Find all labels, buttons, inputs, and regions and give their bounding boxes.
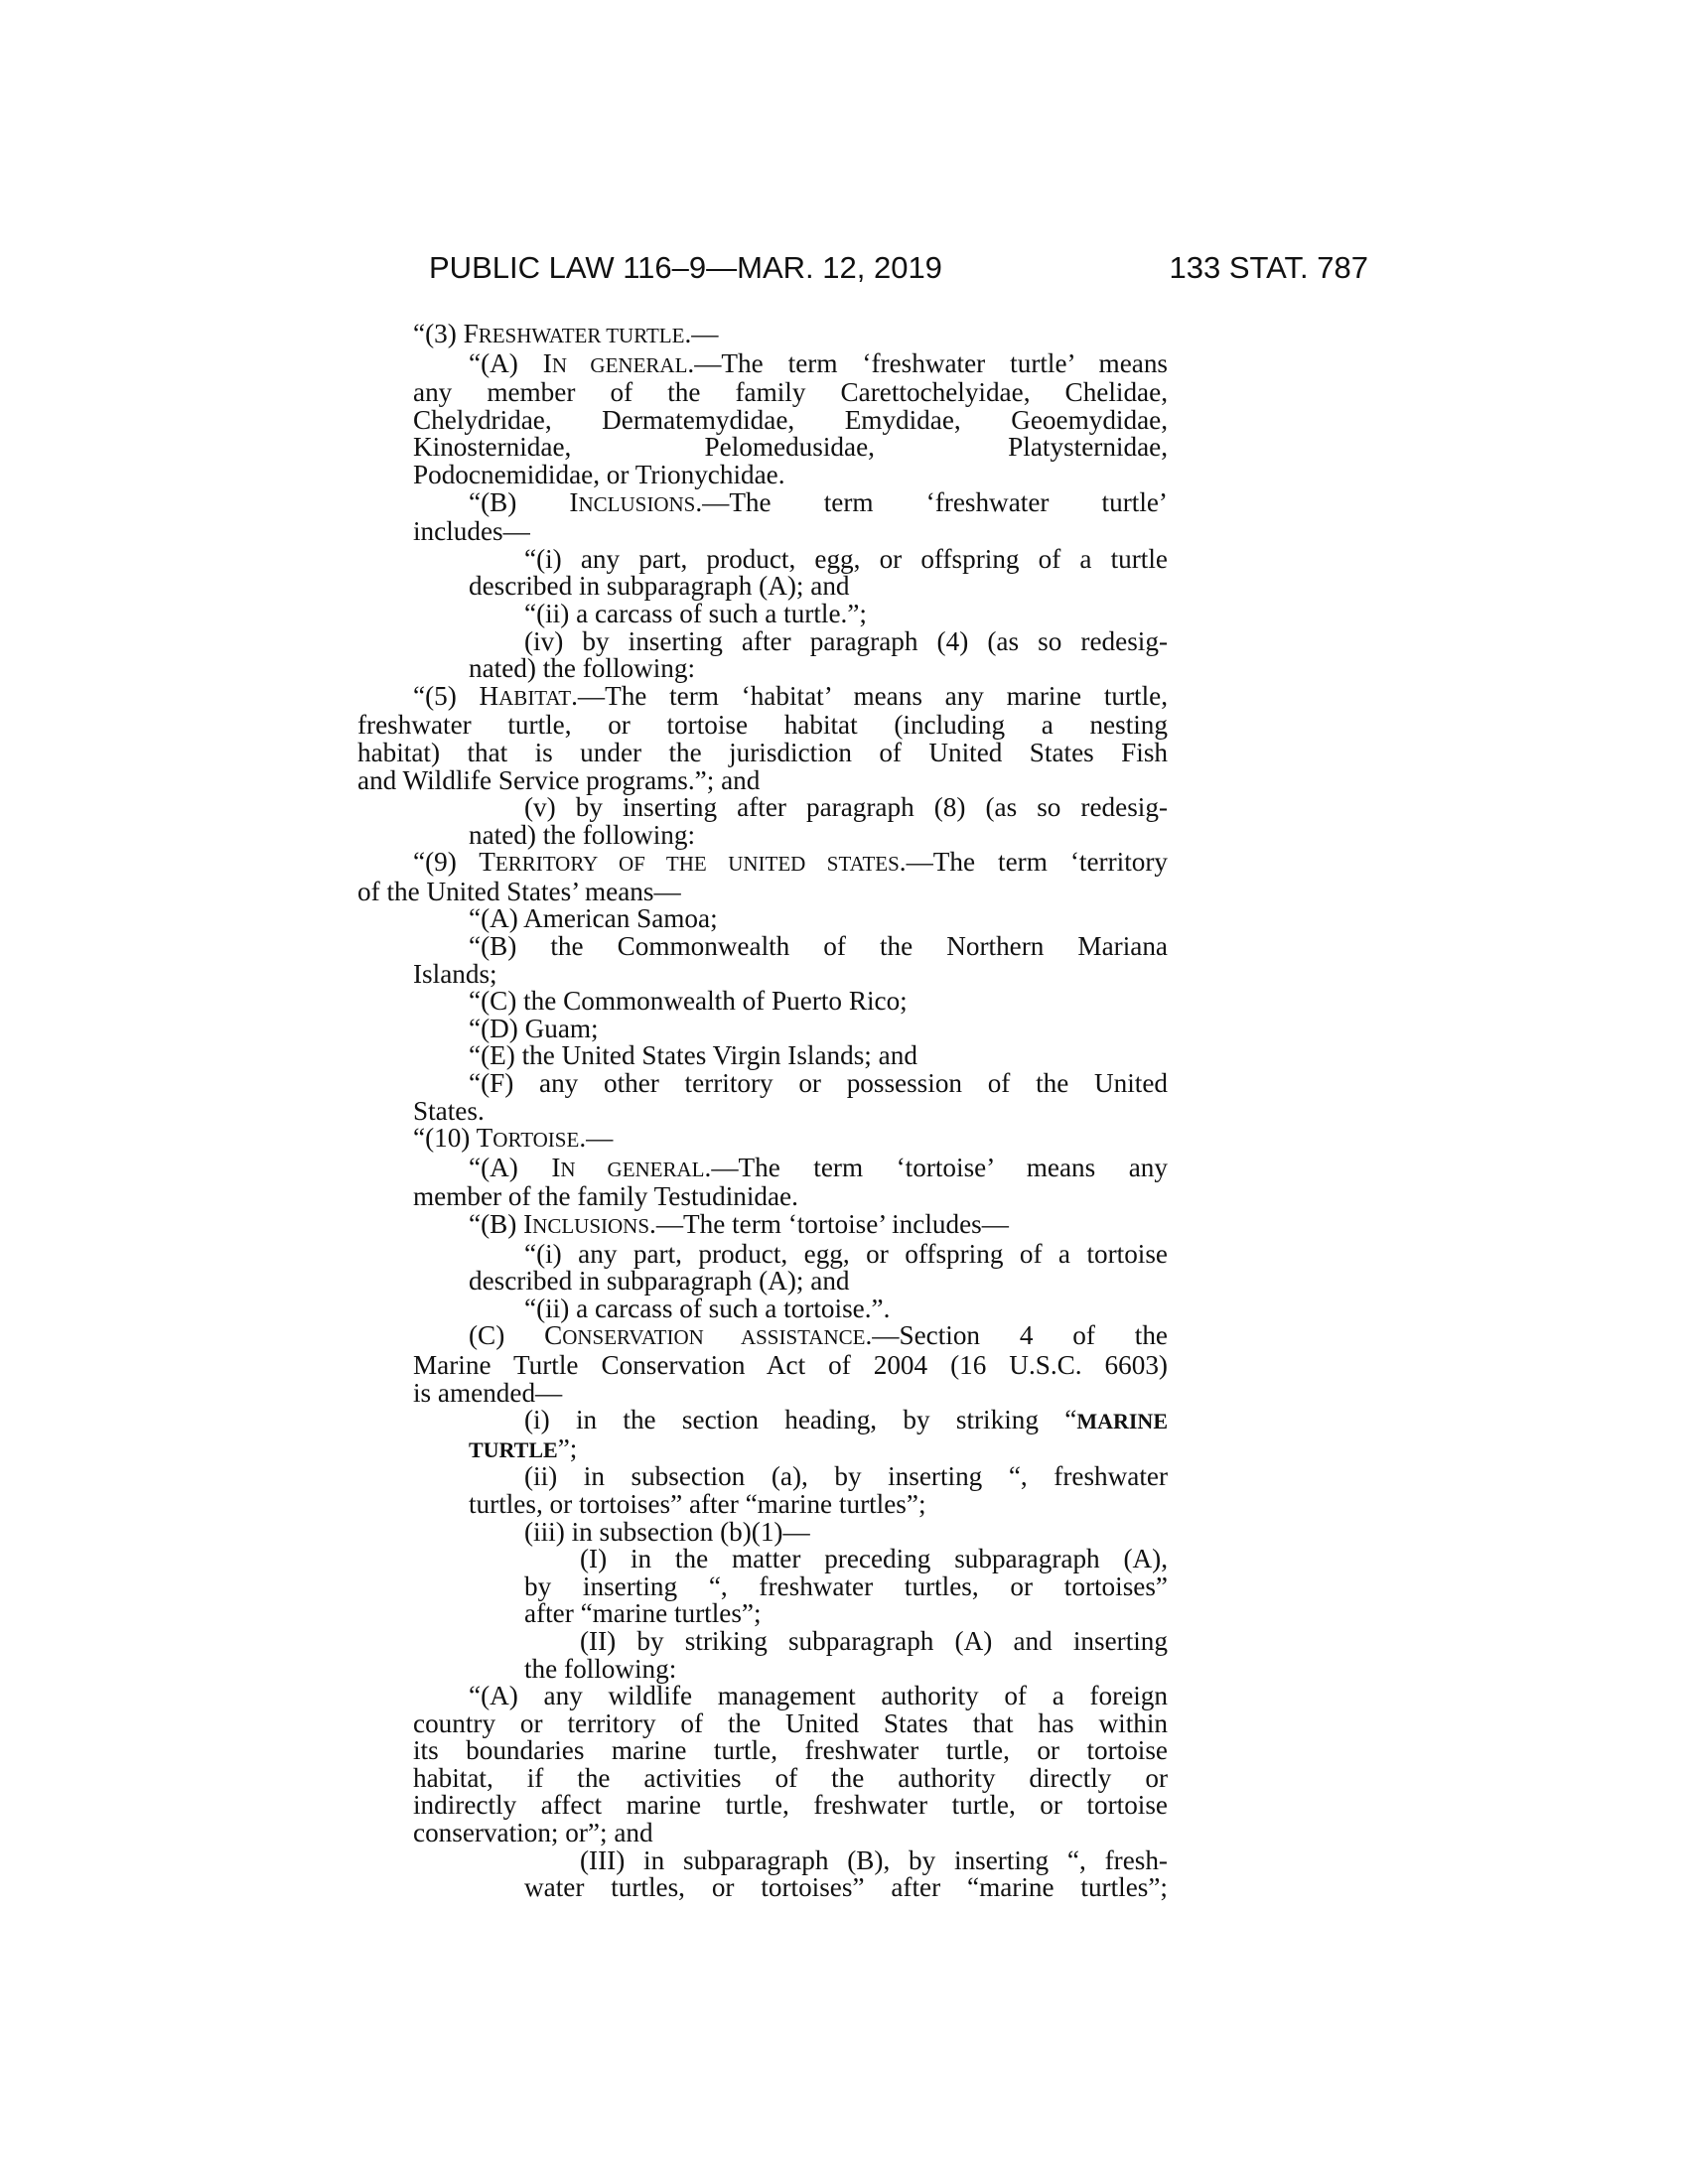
text-segment: “(ii) a carcass of such a turtle.”; <box>524 598 867 628</box>
text-segment: “(9) T <box>413 847 495 878</box>
text-line <box>357 379 1168 407</box>
text-segment: (i) in the section heading, by striking “ <box>524 1405 1077 1435</box>
text-segment: is amended— <box>413 1377 563 1408</box>
text-segment: .—The term ‘tortoise’ means any <box>704 1152 1168 1182</box>
text-line <box>357 794 1168 822</box>
text-line <box>357 1844 1168 1875</box>
text-segment: “(F) any other territory or possession of the United <box>469 1068 1168 1099</box>
text-line <box>357 849 1168 879</box>
text-segment: “(B) I <box>469 486 579 517</box>
text-line <box>357 459 1168 489</box>
text-segment: Chelydridae, Dermatemydidae, Emydidae, Geoemydidae, <box>413 404 1168 435</box>
text-segment: habitat) that is under the jurisdiction of United States Fish <box>357 737 1168 767</box>
text-segment: member of the family Testudinidae. <box>413 1181 798 1212</box>
text-line <box>357 958 1168 989</box>
text-line <box>357 876 1168 906</box>
text-line <box>357 1600 1168 1628</box>
text-line <box>357 905 1168 933</box>
text-line <box>357 737 1168 767</box>
text-segment: “(D) Guam; <box>469 1013 599 1043</box>
text-line <box>357 988 1168 1016</box>
text-segment: “(A) I <box>469 1152 561 1182</box>
small-caps-heading: NCLUSIONS <box>532 1214 650 1238</box>
text-line <box>357 1762 1168 1793</box>
header-page-number: 133 STAT. 787 <box>1169 250 1368 285</box>
text-segment: .—The term ‘habitat’ means any marine turtle, <box>571 680 1169 711</box>
bold-text: TURTLE <box>469 1436 558 1462</box>
text-line <box>357 598 1168 628</box>
text-segment: (III) in subparagraph (B), by inserting “, fresh- <box>580 1844 1168 1875</box>
text-segment: (v) by inserting after paragraph (8) (as so redesig- <box>524 792 1168 823</box>
small-caps-heading: ERRITORY OF THE UNITED STATES <box>494 852 900 877</box>
text-segment: (I) in the matter preceding subparagraph (A), <box>580 1544 1168 1574</box>
text-line <box>357 1268 1168 1296</box>
text-segment: of the United States’ means— <box>357 876 681 906</box>
text-segment: conservation; or”; and <box>413 1818 653 1848</box>
text-line <box>357 1792 1168 1820</box>
text-segment: turtles, or tortoises” after “marine turtles”; <box>469 1488 926 1519</box>
text-segment: nated) the following: <box>469 819 696 850</box>
text-line <box>357 1322 1168 1352</box>
text-segment: freshwater turtle, or tortoise habitat (including a nesting <box>357 710 1168 741</box>
text-segment: “(A) any wildlife management authority of a foreign <box>469 1681 1168 1711</box>
text-line <box>357 1435 1168 1464</box>
text-line <box>357 933 1168 961</box>
text-segment: the following: <box>524 1653 677 1684</box>
text-segment: “(ii) a carcass of such a tortoise.”. <box>524 1293 891 1323</box>
small-caps-heading: ONSERVATION ASSISTANCE <box>562 1325 866 1350</box>
text-segment: “(C) the Commonwealth of Puerto Rico; <box>469 986 908 1017</box>
header-law-citation: PUBLIC LAW 116–9—MAR. 12, 2019 <box>429 250 942 285</box>
text-line <box>357 1683 1168 1710</box>
text-segment: .—The term ‘freshwater turtle’ means <box>687 347 1169 378</box>
text-line <box>357 1546 1168 1573</box>
text-line <box>357 1516 1168 1547</box>
text-segment: “(B) the Commonwealth of the Northern Mariana <box>469 931 1168 962</box>
text-segment: “(A) American Samoa; <box>469 903 718 934</box>
text-segment: States. <box>413 1095 485 1126</box>
text-line <box>357 1407 1168 1435</box>
text-segment: any member of the family Carettochelyidae, Chelidae, <box>413 377 1168 408</box>
text-segment: “(E) the United States Virgin Islands; and <box>469 1040 917 1071</box>
text-line <box>357 1293 1168 1323</box>
text-segment: .— <box>684 319 719 348</box>
text-segment: includes— <box>413 516 530 547</box>
text-line <box>357 1707 1168 1738</box>
text-segment: its boundaries marine turtle, freshwater turtle, or tortoise <box>413 1735 1168 1766</box>
text-segment: Marine Turtle Conservation Act of 2004 (16 U.S.C. 6603) <box>413 1349 1168 1380</box>
text-line <box>357 1125 1168 1155</box>
text-segment: by inserting “, freshwater turtles, or tortoises” <box>524 1570 1168 1601</box>
text-line <box>357 347 1169 380</box>
text-segment: ”; <box>557 1433 578 1463</box>
text-line <box>357 573 1168 601</box>
bold-text: MARINE <box>1076 1409 1168 1434</box>
running-header <box>429 250 1368 290</box>
text-line <box>357 1625 1168 1656</box>
text-segment: “(A) I <box>469 347 552 378</box>
text-line <box>357 712 1168 740</box>
small-caps-heading: ABITAT <box>498 685 572 710</box>
text-line <box>357 1095 1168 1126</box>
small-caps-heading: N GENERAL <box>560 1157 705 1181</box>
text-segment: “(i) any part, product, egg, or offspring of a tortoise <box>524 1238 1168 1269</box>
small-caps-heading: ORTOISE <box>492 1128 580 1153</box>
text-segment: country or territory of the United States that has within <box>413 1707 1168 1738</box>
small-caps-heading: NCLUSIONS <box>578 491 696 516</box>
text-line <box>357 321 1168 350</box>
small-caps-heading: RESHWATER TURTLE <box>478 324 685 347</box>
text-segment: habitat, if the activities of the authority directly or <box>413 1762 1168 1793</box>
text-segment: (C) C <box>469 1320 563 1351</box>
text-line <box>357 680 1169 713</box>
small-caps-heading: N GENERAL <box>551 352 688 377</box>
text-line <box>357 1653 1168 1684</box>
text-line <box>357 404 1168 435</box>
text-line <box>357 1211 1168 1241</box>
text-line <box>357 1013 1168 1043</box>
text-line <box>357 1349 1168 1380</box>
text-segment: “(5) H <box>413 680 499 711</box>
text-segment: “(B) I <box>469 1209 533 1239</box>
text-line <box>357 1488 1168 1519</box>
text-segment: “(i) any part, product, egg, or offspring of a turtle <box>524 543 1168 574</box>
text-segment: described in subparagraph (A); and <box>469 1266 850 1297</box>
statute-text <box>357 321 1168 1902</box>
text-line <box>357 1183 1168 1211</box>
text-line <box>357 1737 1168 1765</box>
text-line <box>357 1377 1168 1408</box>
text-line <box>357 625 1168 656</box>
text-line <box>357 1874 1168 1902</box>
text-segment: described in subparagraph (A); and <box>469 571 850 602</box>
text-segment: Podocnemididae, or Trionychidae. <box>413 459 785 489</box>
text-line <box>357 1463 1168 1491</box>
text-line <box>357 1152 1168 1184</box>
text-line <box>357 764 1168 795</box>
text-segment: indirectly affect marine turtle, freshwater turtle, or tortoise <box>413 1790 1168 1821</box>
text-line <box>357 655 1168 683</box>
text-line <box>357 1570 1168 1601</box>
text-segment: .—The term ‘tortoise’ includes— <box>649 1209 1009 1239</box>
text-line <box>357 518 1168 546</box>
text-segment: .—The term ‘freshwater turtle’ <box>695 486 1168 517</box>
text-segment: (II) by striking subparagraph (A) and inserting <box>580 1625 1168 1656</box>
text-segment: water turtles, or tortoises” after “marine turtles”; <box>524 1872 1168 1903</box>
text-line <box>357 486 1168 519</box>
text-line <box>357 1238 1168 1269</box>
text-line <box>357 819 1168 850</box>
text-line <box>357 1042 1168 1070</box>
text-line <box>357 1820 1168 1847</box>
text-segment: and Wildlife Service programs.”; and <box>357 764 761 795</box>
text-segment: “(10) T <box>413 1123 493 1154</box>
text-line <box>357 543 1168 574</box>
text-segment: “(3) F <box>413 319 479 348</box>
text-segment: .—The term ‘territory <box>899 847 1168 878</box>
text-line <box>357 1070 1168 1098</box>
text-segment: (iii) in subsection (b)(1)— <box>524 1516 810 1547</box>
text-segment: (iv) by inserting after paragraph (4) (as so redesig- <box>524 625 1168 656</box>
text-segment: Kinosternidae, Pelomedusidae, Platysternidae, <box>413 432 1168 463</box>
text-segment: .—Section 4 of the <box>865 1320 1168 1351</box>
text-segment: Islands; <box>413 958 497 989</box>
text-segment: nated) the following: <box>469 653 696 684</box>
text-segment: .— <box>579 1123 614 1154</box>
text-segment: after “marine turtles”; <box>524 1598 762 1629</box>
text-line <box>357 434 1168 462</box>
text-segment: (ii) in subsection (a), by inserting “, freshwater <box>524 1461 1168 1492</box>
